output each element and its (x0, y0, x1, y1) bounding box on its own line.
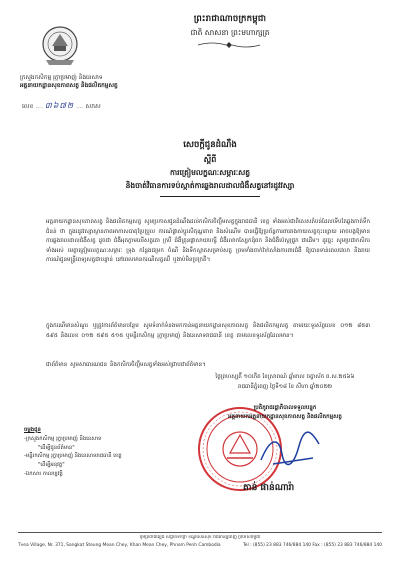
ref-prefix: លេខ (22, 103, 34, 110)
signatory-role-1: ប្រតិភូរាជរដ្ឋាភិបាលទទួលបន្ទុក (253, 405, 317, 411)
cc-item: "ដើម្បីជូនព័ត៌មាន" (38, 444, 75, 451)
ministry-logo-icon (40, 24, 80, 68)
body-paragraph-2: ក្នុងករណីមានសំណួរ ឬត្រូវការព័ត៌មានបន្ថែម សូមទំនាក់ទំនងមកកាន់អគ្គនាយកដ្ឋានសុខភាពសត្វ និងផលិតកម្មសត្វ តាមរយៈទូរស័ព្ទលេខ ០១២ ៨៥៣ ៥៩៥ និងលេខ ០១២ ៥៩៥ ៥១៥ ឬមន្ទីរកសិកម្ម រុក្ខាប្រមាញ់ និងនេសាទរាជធានី ខេត្ត តាមលេខទូរស័ព្ទដែលមាន។ (46, 323, 370, 339)
title-underline (160, 196, 260, 197)
kingdom-header (150, 14, 310, 38)
signatory-role-2: អគ្គនាយកអគ្គនាយកដ្ឋានសុខភាពសត្វ និងផលិតកម្មសត្វ (228, 413, 342, 420)
kingdom-motto: ជាតិ សាសនា ព្រះមហាក្សត្រ (190, 28, 270, 37)
kingdom-title: ព្រះរាជាណាចក្រកម្ពុជា (193, 14, 267, 24)
lunar-date: ថ្ងៃព្រហស្បតិ៍ ១០កើត ខែស្រាពណ៍ ឆ្នាំខាល ចត្វាស័ក ព.ស.២៥៦៦ (215, 374, 355, 380)
reference-number: លេខ .... ៣៦៧២ .... សភស (22, 101, 101, 110)
footer-phone: Tel : (855) 23 883 746/884 140 Fax : (855) 23 883 746/884 140 (242, 543, 382, 548)
solar-date: រាជធានីភ្នំពេញ ថ្ងៃទី១៨ ខែ សីហា ឆ្នាំ២០២២ (237, 384, 333, 390)
ref-suffix: សភស (85, 103, 101, 110)
footer-divider (18, 532, 382, 533)
cc-item: "ដើម្បីអនុវត្ត" (38, 462, 65, 469)
footer-address: Tvea Village, Nr. 371, Sangkat Steung Mean Chey, Khan Mean Chey, Phnom Penh Cambodia (18, 543, 221, 548)
organization-block (20, 74, 220, 90)
body-paragraph-3: ជាព័ត៌មាន សូមសាធារណជន និងកសិករចិញ្ចឹមសត្វទាំងអស់ជ្រាបជាព័ត៌មាន។ (46, 362, 206, 368)
cc-item: -មន្ទីរកសិកម្ម រុក្ខាប្រមាញ់ និងនេសាទរាជធានី ខេត្ត (24, 453, 122, 460)
department-name: អគ្គនាយកដ្ឋានសុខភាពសត្វ និងផលិតកម្មសត្វ (20, 83, 118, 89)
signatory-title (195, 404, 375, 421)
cc-item: -ក្រសួងកសិកម្ម រុក្ខាប្រមាញ់ និងនេសាទ (24, 435, 102, 442)
cc-item: -ឯកសារ កាលប្បវត្តិ (24, 470, 63, 477)
ref-number: ៣៦៧២ (44, 101, 75, 110)
title-line-4: និងចាត់វិធានការទប់ស្កាត់ការឆ្លងរាលដាលជំងឺសត្វនៅរដូវវស្សា (125, 181, 295, 190)
header-ornament-icon (196, 41, 262, 49)
title-line-1: សេចក្តីជូនដំណឹង (183, 140, 237, 150)
date-block (190, 372, 380, 392)
signatory-name: តាន់ ផាន់ណារ៉ា (243, 483, 295, 493)
footer-khmer-address: ភូមិត្រពាំងត្បែង សង្កាត់ទឹកថ្លា ខណ្ឌសែនសុខ រាជធានីភ្នំពេញ ប្រទេសកម្ពុជា (139, 535, 261, 540)
document-title (60, 140, 360, 192)
handwritten-signature-icon (255, 424, 325, 474)
body-paragraph-1: អគ្គនាយកដ្ឋានសុខភាពសត្វ និងផលិតកម្មសត្វ សូមប្រកាសជូនដំណឹងដល់កសិករចិញ្ចឹមសត្វក្នុងរាជធានី ខេត្ត ទាំងអស់ជាពិសេសតំបន់ដែលទើបតែឆ្លងកាត់ទឹកជំនន់ ថា ក្នុងរដូវវស្សាស្ថានភាពអាកាសធាតុប្រែប្រួល ការណ៍ផ្លាស់ប្តូរសីតុណ្ហភាព និងសំណើម បានធ្វើឱ្យប្រព័ន្ធការពាររាងកាយសត្វចុះខ្សោយ អាចបង្កឱ្យមានការឆ្លងរាលដាលជំងឺសត្វ ដូចជា ជំងឺអុតក្តាមលើសត្វគោ ក្របី ជំងឺគ្រុនផ្តាសាយបក្សី ជំងឺរលាកស្បែកដុំពក និងជំងឺប៉េស្តជ្រូក ជាដើម។ ដូច្នេះ សូមប្រជាកសិករទាំងអស់ មេត្តាត្រៀមលក្ខណៈសម្ភារៈ ទ្រុង កន្លែងជម្រក ចំណី និងទឹកស្អាតសម្រាប់សត្វ ព្រមទាំងចាក់វ៉ាក់សាំងការពារជំងឺ ឱ្យបានទាន់ពេលវេលា និងរាយការណ៍ជូនមន្ត្រីពេទ្យសត្វជាបន្ទាន់ នៅពេលមានករណីសត្វឈឺ ឬងាប់មិនប្រក្រតី។ (46, 219, 370, 264)
ministry-name: ក្រសួងកសិកម្ម រុក្ខាប្រមាញ់ និងនេសាទ (20, 75, 103, 81)
cc-block (24, 426, 194, 479)
cc-title: ចម្លងជូន (24, 427, 41, 433)
footer-contact (18, 543, 382, 548)
title-line-3: ការត្រៀមលក្ខណៈសម្ភារៈសត្វ (169, 168, 251, 177)
title-line-2: ស្តីពី (203, 155, 217, 164)
